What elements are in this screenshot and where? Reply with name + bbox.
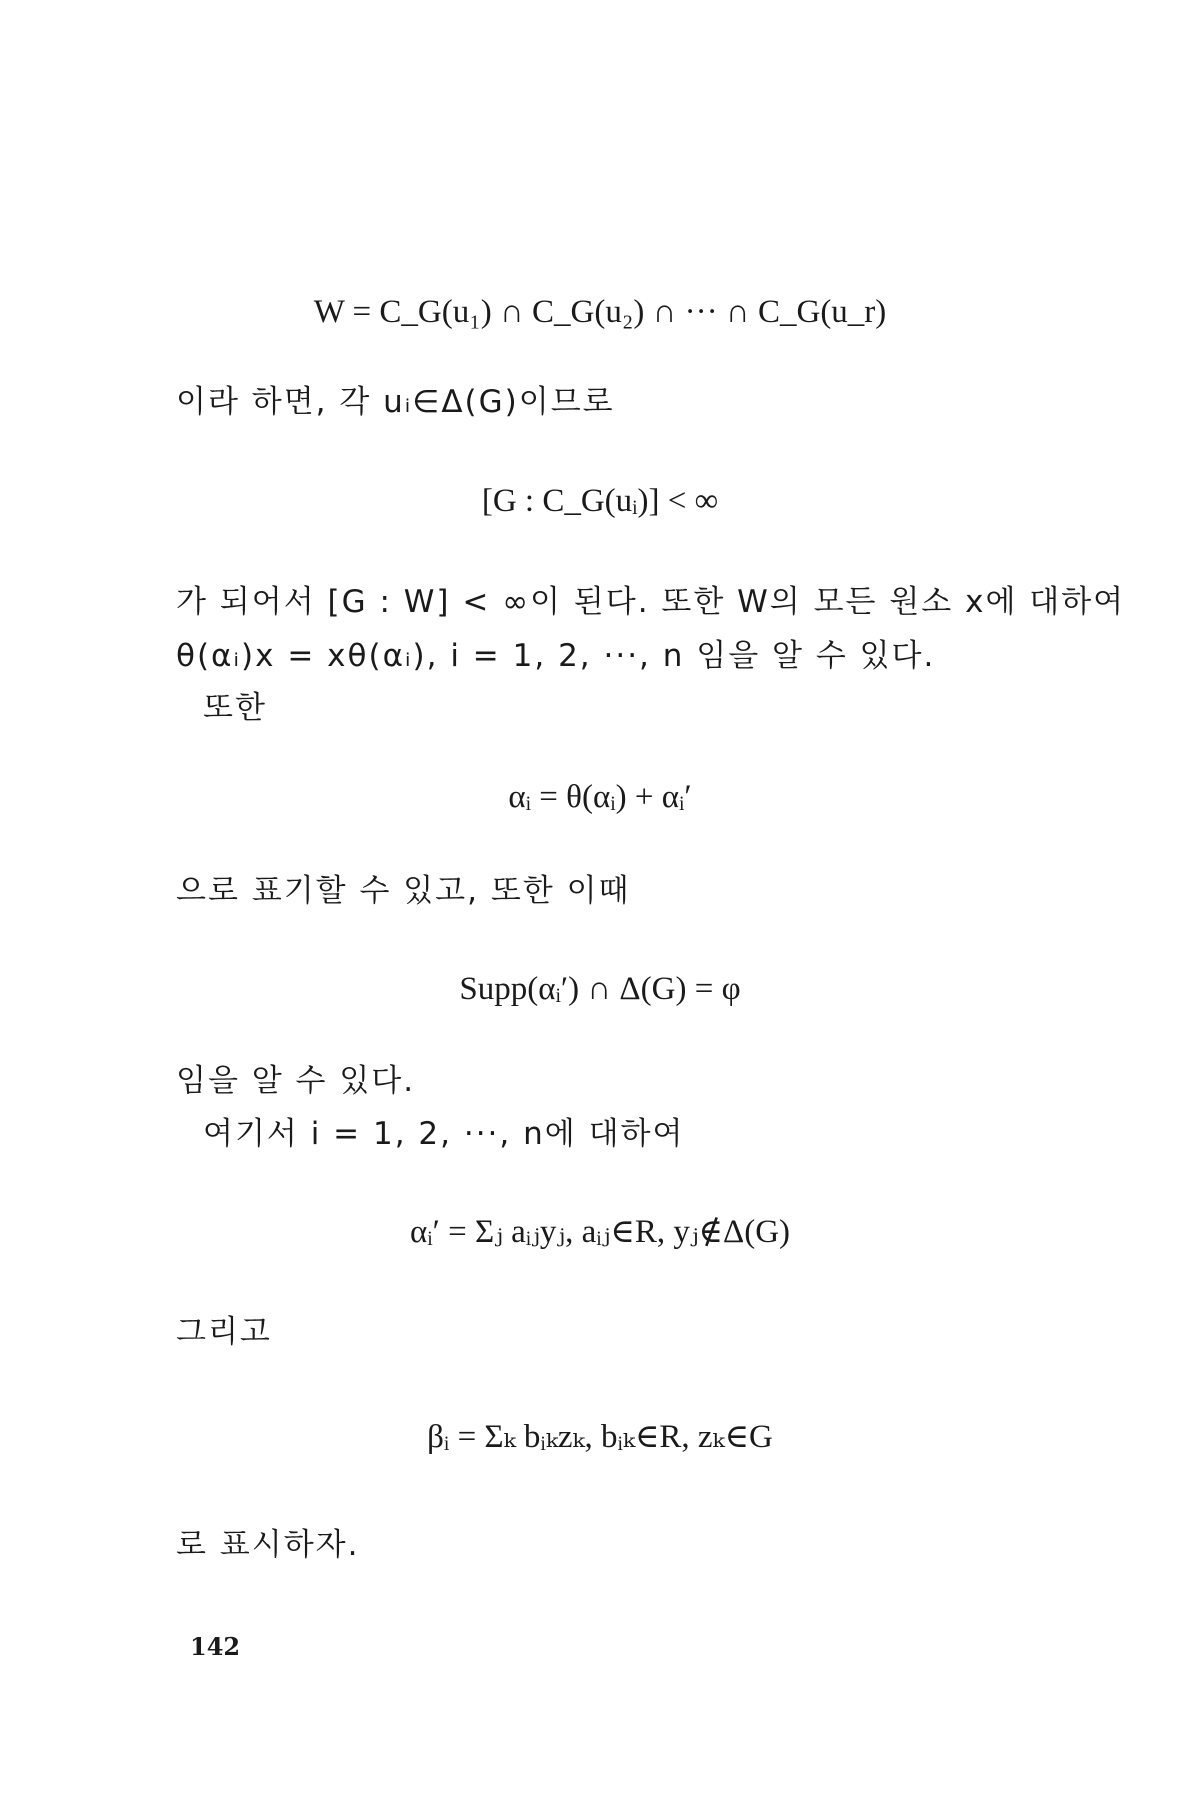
equation-alpha-decomposition: αᵢ = θ(αᵢ) + αᵢ′: [508, 779, 692, 815]
equation-index-finite: [G : C_G(uᵢ)] < ∞: [481, 483, 719, 519]
equation-support: Supp(αᵢ′) ∩ Δ(G) = φ: [459, 971, 741, 1007]
equation-beta-sum: βᵢ = Σₖ bᵢₖzₖ, bᵢₖ∈R, zₖ∈G: [427, 1419, 773, 1455]
equation-w-intersection: W = C_G(u₁) ∩ C_G(u₂) ∩ ··· ∩ C_G(u_r): [313, 294, 887, 330]
text-line-3: θ(αᵢ)x = xθ(αᵢ), i = 1, 2, ···, n 임을 알 수 있다.: [176, 638, 936, 674]
text-line-9: 로 표시하자.: [176, 1527, 360, 1563]
text-line-4: 또한: [203, 690, 267, 726]
text-line-1: 이라 하면, 각 uᵢ∈Δ(G)이므로: [176, 384, 615, 420]
text-line-7: 여기서 i = 1, 2, ···, n에 대하여: [203, 1116, 685, 1152]
text-line-8: 그리고: [176, 1314, 272, 1350]
page-number: 142: [190, 1632, 241, 1661]
text-line-5: 으로 표기할 수 있고, 또한 이때: [176, 873, 631, 909]
text-line-6: 임을 알 수 있다.: [176, 1063, 416, 1099]
text-line-2: 가 되어서 [G : W] < ∞이 된다. 또한 W의 모든 원소 x에 대하여: [176, 584, 1126, 620]
equation-alpha-prime-sum: αᵢ′ = Σⱼ aᵢⱼyⱼ, aᵢⱼ∈R, yⱼ∉Δ(G): [409, 1214, 791, 1250]
